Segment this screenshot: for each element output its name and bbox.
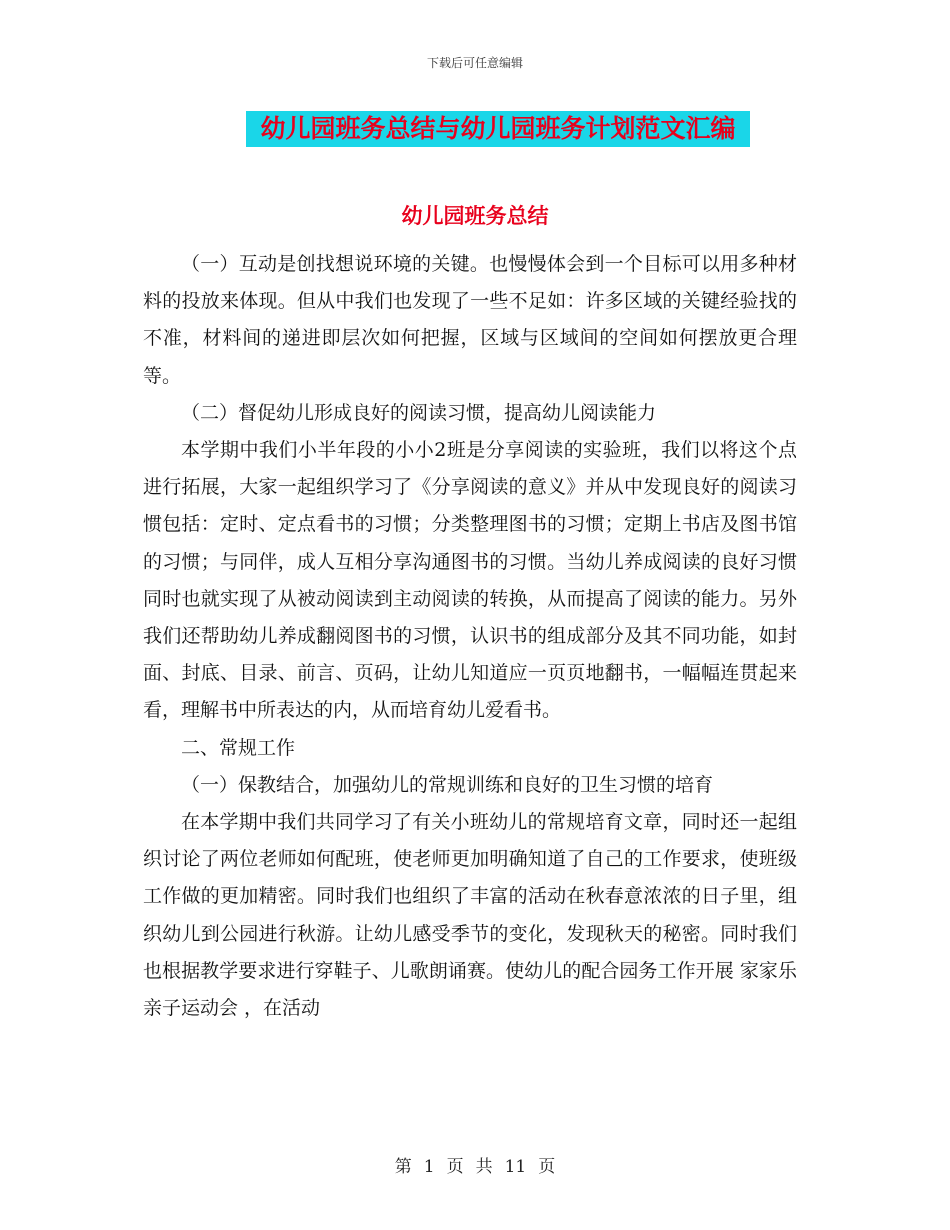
- body-text: [143, 246, 797, 1027]
- page-label-prefix: 第: [394, 1157, 412, 1177]
- paragraph-heading: 二、常规工作: [181, 736, 296, 759]
- paragraph: （一）保教结合，加强幼儿的常规训练和良好的卫生习惯的培育: [181, 773, 714, 796]
- paragraph: 在本学期中我们共同学习了有关小班幼儿的常规培育文章，同时还一起组织讨论了两位老师如何配班，使老师更加明确知道了自己的工作要求，使班级工作做的更加精密。同时我们也组织了丰富的活动在秋春意浓浓的日子里，组织幼儿到公园进行秋游。让幼儿感受季节的变化，发现秋天的秘密。同时我们也根据教学要求进行穿鞋子、儿歌朗诵赛。使幼儿的配合园务工作开展 家家乐亲子运动会 ，在活动: [143, 811, 797, 1020]
- paragraph: （二）督促幼儿形成良好的阅读习惯，提高幼儿阅读能力: [181, 401, 657, 424]
- paragraph: （一）互动是创找想说环境的关键。也慢慢体会到一个目标可以用多种材料的投放来体现。但从中我们也发现了一些不足如：许多区域的关键经验找的不准，材料间的递进即层次如何把握，区域与区域间的空间如何摆放更合理等。: [143, 253, 797, 387]
- total-pages: 11: [504, 1157, 527, 1177]
- page-number: 1: [423, 1157, 435, 1177]
- page-footer: [0, 1152, 950, 1177]
- total-suffix: 页: [538, 1157, 556, 1177]
- header-note: 下载后可任意编辑: [426, 56, 523, 70]
- document-title: 幼儿园班务总结与幼儿园班务计划范文汇编: [246, 111, 750, 147]
- section-title: 幼儿园班务总结: [401, 204, 549, 228]
- paragraph: 本学期中我们小半年段的小小2班是分享阅读的实验班，我们以将这个点进行拓展，大家一起组织学习了《分享阅读的意义》并从中发现良好的阅读习惯包括：定时、定点看书的习惯；分类整理图书的习惯；定期上书店及图书馆的习惯；与同伴，成人互相分享沟通图书的习惯。当幼儿养成阅读的良好习惯同时也就实现了从被动阅读到主动阅读的转换，从而提高了阅读的能力。另外我们还帮助幼儿养成翻阅图书的习惯，认识书的组成部分及其不同功能，如封面、封底、目录、前言、页码，让幼儿知道应一页页地翻书，一幅幅连贯起来看，理解书中所表达的内，从而培育幼儿爱看书。: [143, 439, 797, 722]
- page-label-mid: 页: [446, 1157, 464, 1177]
- total-prefix: 共: [475, 1157, 493, 1177]
